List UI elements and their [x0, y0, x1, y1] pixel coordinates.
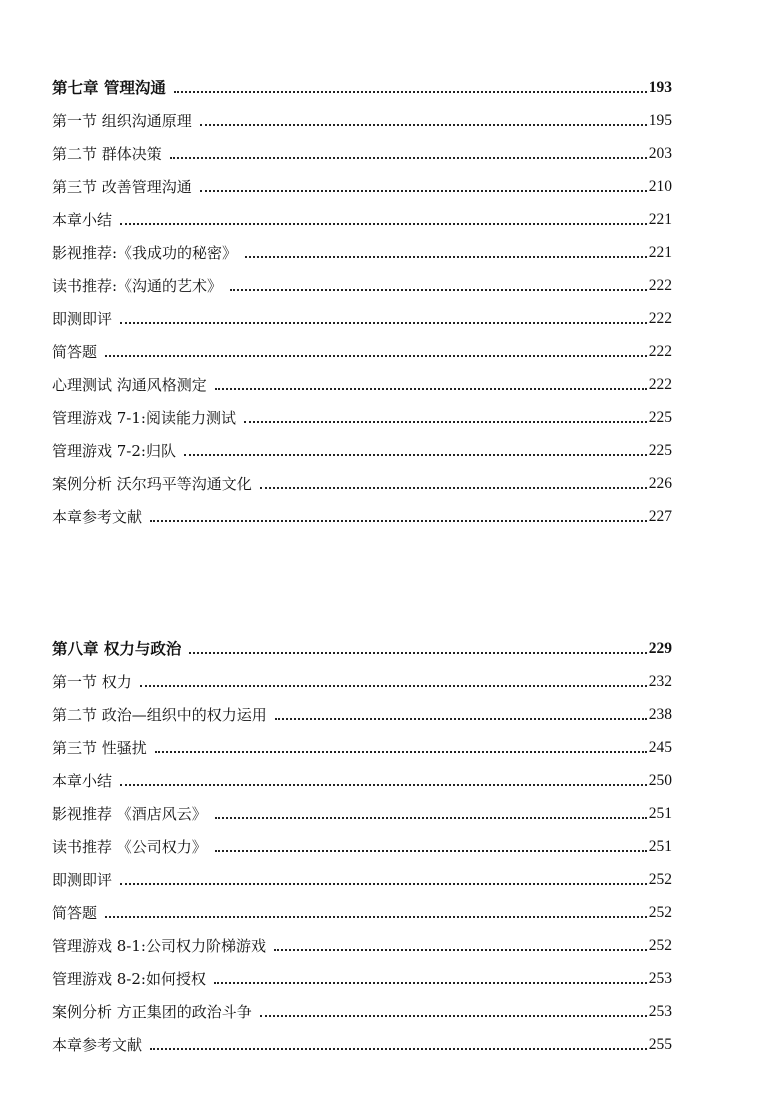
dot-leader — [170, 157, 647, 159]
toc-page-number: 253 — [648, 1003, 672, 1020]
toc-entry-label: 第一节 组织沟通原理 — [52, 112, 192, 130]
toc-page-number: 251 — [648, 838, 672, 855]
toc-page-number: 195 — [648, 112, 672, 129]
toc-entry[interactable] — [52, 396, 672, 429]
dot-leader — [200, 190, 647, 192]
toc-page-number: 222 — [648, 376, 672, 393]
toc-entry-label: 影视推荐 《酒店风云》 — [52, 805, 207, 823]
toc-entry[interactable] — [52, 132, 672, 165]
toc-entry[interactable] — [52, 429, 672, 462]
toc-entry-label: 即测即评 — [52, 310, 113, 328]
toc-entry-label: 简答题 — [52, 343, 98, 361]
dot-leader — [150, 1048, 647, 1050]
toc-entry-label: 管理游戏 8-2:如何授权 — [52, 970, 206, 988]
toc-entry-label: 本章参考文献 — [52, 508, 143, 526]
toc-page-number: 251 — [648, 805, 672, 822]
toc-entry[interactable] — [52, 297, 672, 330]
dot-leader — [215, 817, 647, 819]
toc-entry-label: 本章参考文献 — [52, 1036, 143, 1054]
toc-entry-label: 管理游戏 7-1:阅读能力测试 — [52, 409, 236, 427]
toc-page-number: 252 — [648, 937, 672, 954]
dot-leader — [260, 1015, 647, 1017]
toc-entry[interactable] — [52, 825, 672, 858]
dot-leader — [105, 916, 647, 918]
dot-leader — [105, 355, 647, 357]
toc-entry[interactable] — [52, 495, 672, 528]
toc-entry-label: 管理游戏 8-1:公司权力阶梯游戏 — [52, 937, 266, 955]
toc-entry-label: 读书推荐:《沟通的艺术》 — [52, 277, 223, 295]
toc-entry-label: 管理游戏 7-2:归队 — [52, 442, 176, 460]
toc-entry[interactable] — [52, 198, 672, 231]
dot-leader — [120, 223, 647, 225]
toc-page-number: 245 — [648, 739, 672, 756]
toc-entry[interactable] — [52, 792, 672, 825]
dot-leader — [155, 751, 647, 753]
toc-entry[interactable] — [52, 759, 672, 792]
dot-leader — [274, 949, 647, 951]
toc-page-number: 210 — [648, 178, 672, 195]
chapter-heading[interactable] — [52, 66, 672, 99]
toc-page-number: 221 — [648, 211, 672, 228]
toc-entry-label: 第二节 群体决策 — [52, 145, 162, 163]
toc-page-number: 226 — [648, 475, 672, 492]
toc-entry-label: 第一节 权力 — [52, 673, 132, 691]
toc-entry-label: 第三节 性骚扰 — [52, 739, 147, 757]
dot-leader — [150, 520, 647, 522]
toc-page-number: 250 — [648, 772, 672, 789]
toc-entry-label: 第八章 权力与政治 — [52, 639, 182, 658]
toc-page-number: 225 — [648, 409, 672, 426]
toc-page-number: 222 — [648, 343, 672, 360]
toc-page-number: 221 — [648, 244, 672, 261]
dot-leader — [260, 487, 647, 489]
toc-entry-label: 本章小结 — [52, 772, 113, 790]
toc-entry-label: 简答题 — [52, 904, 98, 922]
dot-leader — [275, 718, 647, 720]
toc-entry[interactable] — [52, 1023, 672, 1056]
toc-page-number: 238 — [648, 706, 672, 723]
toc-entry-label: 即测即评 — [52, 871, 113, 889]
dot-leader — [140, 685, 647, 687]
dot-leader — [120, 322, 647, 324]
dot-leader — [214, 982, 647, 984]
toc-entry[interactable] — [52, 264, 672, 297]
toc-section-chapter-8 — [52, 627, 672, 1056]
toc-entry[interactable] — [52, 693, 672, 726]
toc-entry-label: 第二节 政治—组织中的权力运用 — [52, 706, 267, 724]
toc-entry-label: 影视推荐:《我成功的秘密》 — [52, 244, 238, 262]
toc-entry[interactable] — [52, 363, 672, 396]
toc-page-number: 252 — [648, 871, 672, 888]
toc-entry-label: 心理测试 沟通风格测定 — [52, 376, 207, 394]
toc-entry[interactable] — [52, 99, 672, 132]
toc-entry-label: 案例分析 沃尔玛平等沟通文化 — [52, 475, 252, 493]
toc-page-number: 227 — [648, 508, 672, 525]
toc-entry[interactable] — [52, 726, 672, 759]
toc-entry-label: 案例分析 方正集团的政治斗争 — [52, 1003, 252, 1021]
toc-entry[interactable] — [52, 462, 672, 495]
toc-entry[interactable] — [52, 957, 672, 990]
toc-page-number: 222 — [648, 310, 672, 327]
dot-leader — [120, 883, 647, 885]
dot-leader — [215, 388, 647, 390]
toc-entry[interactable] — [52, 858, 672, 891]
toc-entry-label: 第三节 改善管理沟通 — [52, 178, 192, 196]
toc-entry[interactable] — [52, 891, 672, 924]
dot-leader — [215, 850, 647, 852]
toc-page-number: 193 — [648, 79, 672, 96]
toc-entry[interactable] — [52, 165, 672, 198]
toc-entry-label: 读书推荐 《公司权力》 — [52, 838, 207, 856]
toc-entry[interactable] — [52, 231, 672, 264]
toc-page-number: 225 — [648, 442, 672, 459]
toc-entry[interactable] — [52, 330, 672, 363]
toc-entry-label: 第七章 管理沟通 — [52, 78, 166, 97]
toc-page-number: 222 — [648, 277, 672, 294]
toc-entry[interactable] — [52, 660, 672, 693]
dot-leader — [230, 289, 647, 291]
toc-entry[interactable] — [52, 924, 672, 957]
toc-entry-label: 本章小结 — [52, 211, 113, 229]
toc-page-number: 232 — [648, 673, 672, 690]
dot-leader — [200, 124, 647, 126]
toc-page-number: 255 — [648, 1036, 672, 1053]
dot-leader — [184, 454, 647, 456]
toc-page-number: 253 — [648, 970, 672, 987]
dot-leader — [120, 784, 647, 786]
dot-leader — [245, 256, 647, 258]
toc-page-number: 229 — [648, 640, 672, 657]
toc-page-number: 252 — [648, 904, 672, 921]
dot-leader — [189, 652, 646, 654]
toc-page-number: 203 — [648, 145, 672, 162]
toc-entry[interactable] — [52, 990, 672, 1023]
dot-leader — [174, 91, 647, 93]
dot-leader — [244, 421, 647, 423]
toc-section-chapter-7 — [52, 66, 672, 528]
chapter-heading[interactable] — [52, 627, 672, 660]
